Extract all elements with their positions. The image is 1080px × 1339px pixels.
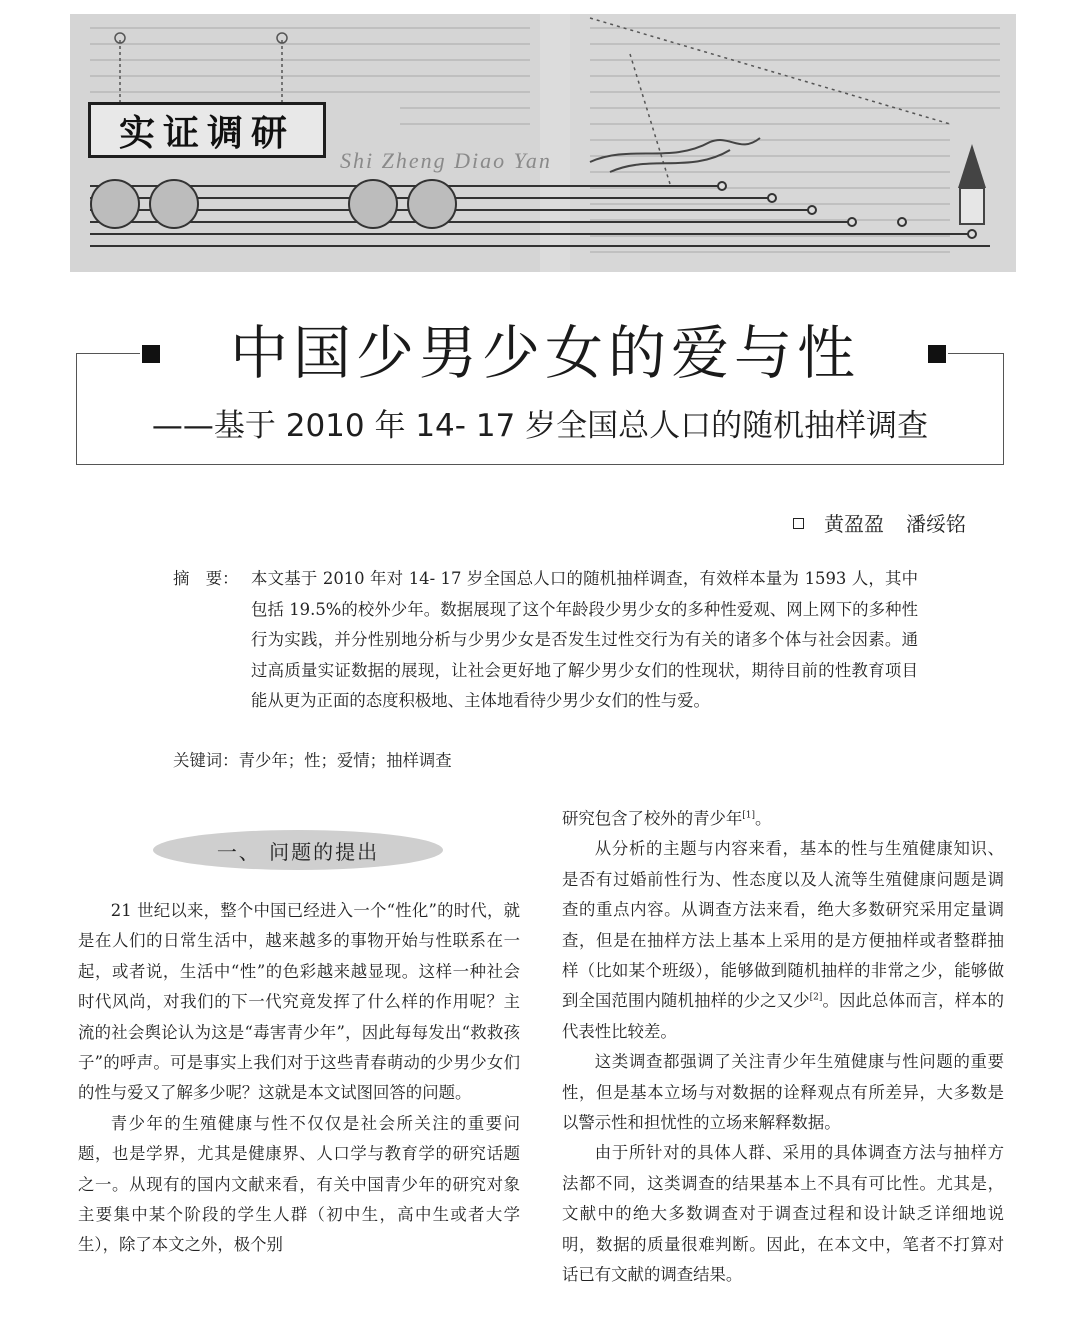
paragraph-text: 研究包含了校外的青少年 <box>562 809 743 828</box>
article-subtitle: ——基于 2010 年 14- 17 岁全国总人口的随机抽样调查 <box>151 408 929 444</box>
title-frame-top-left <box>76 353 140 354</box>
abstract-text: 本文基于 2010 年对 14- 17 岁全国总人口的随机抽样调查，有效样本量为 1593 人，其中包括 19.5%的校外少年。数据展现了这个年龄段少男少女的多种性爱观、网上网下的多种性行为实践，并分性别地分析与少男少女是否发生过性交行为有关的诸多个体与社会因素。通过高质量实证数据的展现，让社会更好地了解少男少女们的性现状，期待目前的性教育项目能从更为正面的态度积极地、主体地看待少男少女们的性与爱。 <box>251 569 918 710</box>
keywords <box>173 746 452 776</box>
banner-pinyin: Shi Zheng Diao Yan <box>340 148 552 173</box>
paragraph-text: 从分析的主题与内容来看，基本的性与生殖健康知识、是否有过婚前性行为、性态度以及人流等生殖健康问题是调查的重点内容。从调查方法来看，绝大多数研究采用定量调查，但是在抽样方法上基本上采用的是方便抽样或者整群抽样（比如某个班级），能够做到随机抽样的非常之少，能够做到全国范围内随机抽样的少之又少 <box>562 839 1004 1011</box>
title-frame-top-right <box>948 353 1004 354</box>
paragraph-text: 。 <box>755 809 772 828</box>
square-bullet-icon <box>793 518 804 529</box>
article-title: 中国少男少女的爱与性 <box>229 319 860 387</box>
body-column-left <box>78 896 520 1261</box>
body-paragraph: 青少年的生殖健康与性不仅仅是社会所关注的重要问题，也是学界，尤其是健康界、人口学与教育学的研究话题之一。从现有的国内文献来看，有关中国青少年的研究对象主要集中某个阶段的学生人群（初中生，高中生或者大学生），除了本文之外，极个别 <box>78 1113 520 1255</box>
author-name: 潘绥铭 <box>906 512 966 536</box>
paragraph-text: 。因此总体而言，样本的代表性比较差。 <box>562 991 1005 1041</box>
abstract <box>173 564 918 717</box>
title-square-left-icon <box>142 345 160 363</box>
keywords-text: 青少年；性；爱情；抽样调查 <box>238 751 452 770</box>
abstract-label: 摘 要： <box>173 569 239 588</box>
body-paragraph <box>562 804 1004 834</box>
title-square-right-icon <box>928 345 946 363</box>
body-paragraph: 21 世纪以来，整个中国已经进入一个“性化”的时代，就是在人们的日常生活中，越来越多的事物开始与性联系在一起，或者说，生活中“性”的色彩越来越显现。这样一种社会时代风尚，对我们的下一代究竟发挥了什么样的作用呢？主流的社会舆论认为这是“毒害青少年”，因此每每发出“救救孩子”的呼声。可是事实上我们对于这些青春萌动的少男少女们的性与爱又了解多少呢？这就是本文试图回答的问题。 <box>78 901 520 1103</box>
body-paragraph <box>562 834 1004 1047</box>
banner-label: 实证调研 <box>88 102 326 158</box>
author-line <box>793 508 966 537</box>
keywords-label: 关键词： <box>173 751 239 770</box>
body-paragraph: 这类调查都强调了关注青少年生殖健康与性问题的重要性，但是基本立场与对数据的诠释观点有所差异，大多数是以警示性和担忧性的立场来解释数据。 <box>562 1052 1004 1133</box>
body-paragraph: 由于所针对的具体人群、采用的具体调查方法与抽样方法都不同，这类调查的结果基本上不具有可比性。尤其是，文献中的绝大多数调查对于调查过程和设计缺乏详细地说明，数据的质量很难判断。因此，在本文中，笔者不打算对话已有文献的调查结果。 <box>562 1143 1004 1285</box>
section-heading: 一、 问题的提出 <box>153 830 443 870</box>
citation: [1] <box>742 810 756 821</box>
citation: [2] <box>809 992 823 1003</box>
section-banner <box>70 14 1016 272</box>
author-name: 黄盈盈 <box>824 512 884 536</box>
body-column-right <box>562 804 1004 1291</box>
